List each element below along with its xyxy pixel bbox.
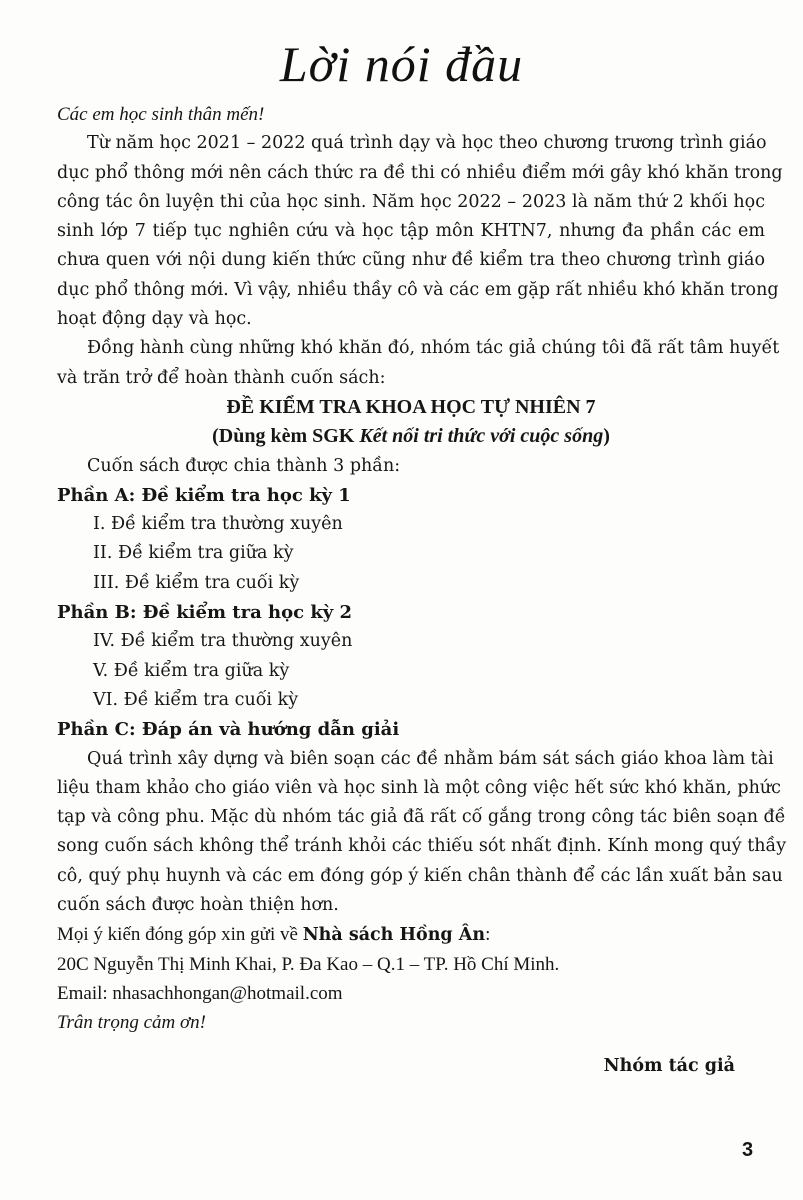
paragraph-2	[57, 334, 780, 393]
paragraph-line: Đồng hành cùng những khó khăn đó, nhóm tác giả chúng tôi đã rất tâm huyết	[87, 338, 780, 359]
paragraph-line: tạp và công phu. Mặc dù nhóm tác giả đã rất cố gắng trong công tác biên soạn đề	[57, 807, 786, 828]
greeting: Các em học sinh thân mến!	[57, 104, 265, 125]
paragraph-line: Quá trình xây dựng và biên soạn các đề nhằm bám sát sách giáo khoa làm tài	[87, 748, 774, 769]
paragraph-line: Từ năm học 2021 – 2022 quá trình dạy và học theo chương trương trình giáo	[87, 133, 767, 154]
page-number: 3	[742, 1139, 754, 1161]
paragraph-line: chưa quen với nội dung kiến thức cũng như đề kiểm tra theo chương trình giáo	[57, 250, 765, 271]
paragraph-line: sinh lớp 7 tiếp tục nghiên cứu và học tập môn KHTN7, nhưng đa phần các em	[57, 221, 765, 242]
part-item: I. Đề kiểm tra thường xuyên	[93, 514, 343, 535]
part-item: III. Đề kiểm tra cuối kỳ	[93, 572, 300, 593]
page-title: Lời nói đầu	[279, 36, 524, 92]
contact-intro-text: Mọi ý kiến đóng góp xin gửi về	[57, 924, 303, 946]
spacer	[57, 1038, 765, 1052]
contact-intro	[57, 920, 765, 949]
signature: Nhóm tác giả	[603, 1055, 735, 1076]
part-b	[57, 598, 765, 715]
part-item: IV. Đề kiểm tra thường xuyên	[93, 631, 353, 652]
paragraph-line: công tác ôn luyện thi của học sinh. Năm học 2022 – 2023 là năm thứ 2 khối học	[57, 191, 765, 212]
book-series-name: Kết nối tri thức với cuộc sống	[359, 425, 604, 448]
contact-intro-suffix: :	[485, 924, 491, 946]
paragraph-line: liệu tham khảo cho giáo viên và học sinh là một công việc hết sức khó khăn, phức	[57, 777, 781, 798]
page-body	[57, 100, 787, 1081]
part-item: VI. Đề kiểm tra cuối kỳ	[93, 689, 299, 710]
closing: Trân trọng cảm ơn!	[57, 1012, 206, 1034]
part-item: II. Đề kiểm tra giữa kỳ	[93, 543, 294, 564]
paragraph-line: hoạt động dạy và học.	[57, 309, 252, 330]
paragraph-line: cô, quý phụ huynh và các em đóng góp ý kiến chân thành để các lần xuất bản sau	[57, 865, 783, 886]
contact-email: Email: nhasachhongan@hotmail.com	[57, 982, 343, 1004]
part-a	[57, 481, 765, 598]
part-heading: Phần A: Đề kiểm tra học kỳ 1	[57, 484, 351, 506]
part-c	[57, 715, 765, 744]
paragraph-3	[57, 745, 787, 921]
paragraph-line: dục phổ thông mới. Vì vậy, nhiều thầy cô và các em gặp rất nhiều khó khăn trong	[57, 279, 779, 300]
structure-intro: Cuốn sách được chia thành 3 phần:	[87, 455, 401, 476]
paragraph-1	[57, 129, 783, 334]
book-subtitle-suffix: )	[603, 425, 610, 448]
paragraph-line: và trăn trở để hoàn thành cuốn sách:	[57, 367, 386, 388]
part-heading: Phần B: Đề kiểm tra học kỳ 2	[57, 602, 353, 624]
contact-block	[57, 920, 765, 1037]
paragraph-line: dục phổ thông mới nên cách thức ra đề thi có nhiều điểm mới gây khó khăn trong	[57, 162, 783, 183]
book-title: ĐỀ KIỂM TRA KHOA HỌC TỰ NHIÊN 7	[226, 395, 596, 418]
paragraph-line: song cuốn sách không thể tránh khỏi các thiếu sót nhất định. Kính mong quý thầy	[57, 836, 787, 857]
part-heading: Phần C: Đáp án và hướng dẫn giải	[57, 719, 400, 741]
contact-address: 20C Nguyễn Thị Minh Khai, P. Đa Kao – Q.1 – TP. Hồ Chí Minh.	[57, 953, 560, 975]
book-subtitle	[57, 422, 765, 451]
book-subtitle-prefix: (Dùng kèm SGK	[212, 425, 360, 448]
part-item: V. Đề kiểm tra giữa kỳ	[93, 660, 290, 681]
paragraph-line: cuốn sách được hoàn thiện hơn.	[57, 895, 339, 916]
publisher-name: Nhà sách Hồng Ân	[302, 925, 486, 946]
